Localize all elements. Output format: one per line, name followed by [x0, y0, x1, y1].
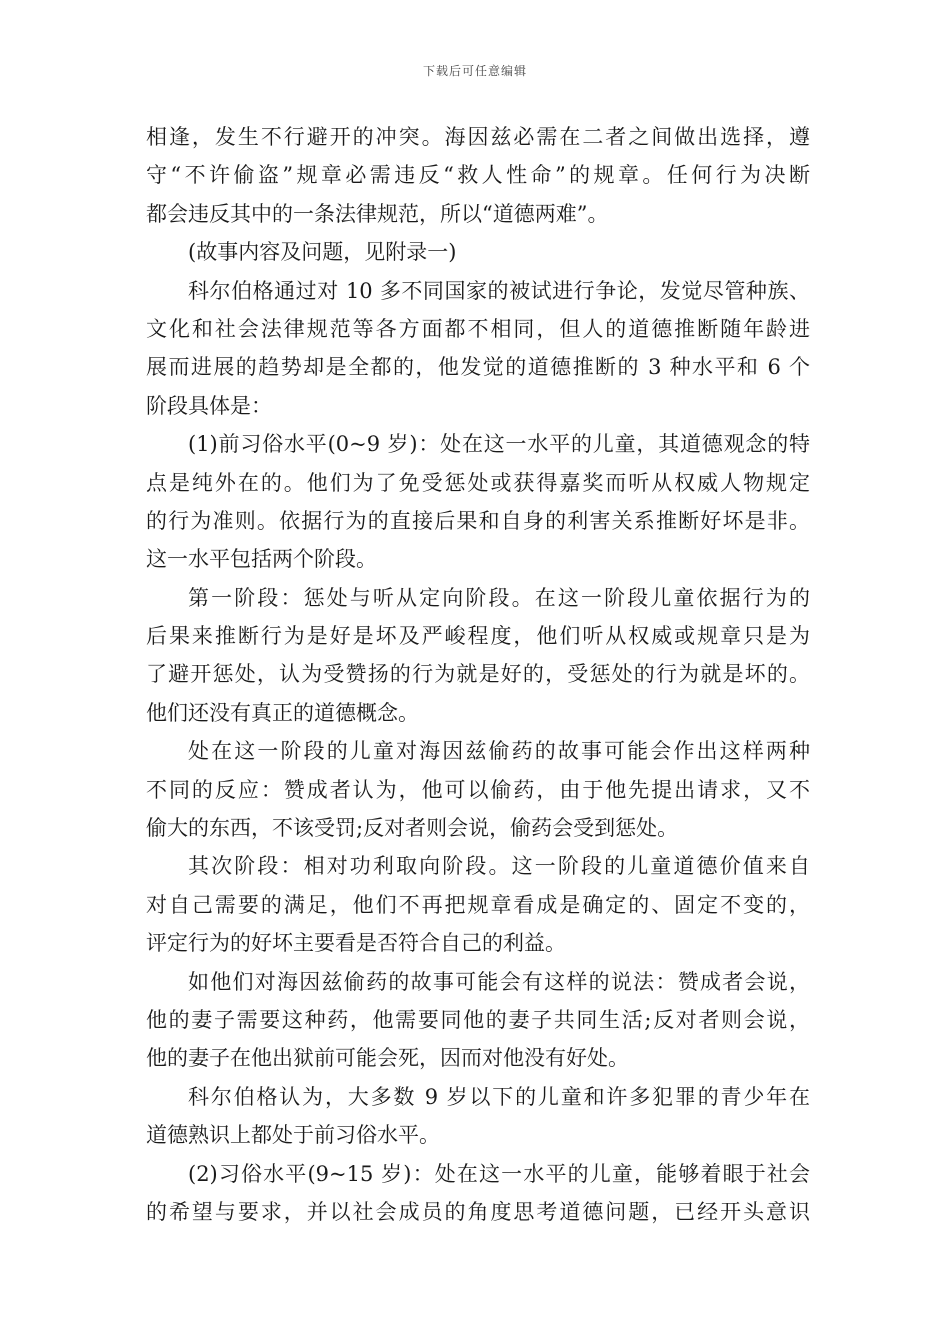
text-line: 展而进展的趋势却是全都的，他发觉的道德推断的 3 种水平和 6 个 — [146, 355, 810, 380]
text-line: 的希望与要求，并以社会成员的角度思考道德问题，已经开头意识 — [146, 1199, 810, 1224]
text-line: 处在这一阶段的儿童对海因兹偷药的故事可能会作出这样两种 — [188, 739, 810, 764]
text-line: 的行为准则。依据行为的直接后果和自身的利害关系推断好坏是非。 — [146, 508, 810, 533]
text-line: (2)习俗水平(9~15 岁)：处在这一水平的儿童，能够着眼于社会 — [188, 1161, 810, 1186]
text-line: 科尔伯格通过对 10 多不同国家的被试进行争论，发觉尽管种族、 — [188, 278, 810, 303]
text-line: 了避开惩处，认为受赞扬的行为就是好的，受惩处的行为就是坏的。 — [146, 662, 810, 687]
text-line: 相逢，发生不行避开的冲突。海因兹必需在二者之间做出选择，遵 — [146, 125, 810, 149]
text-line: 道德熟识上都处于前习俗水平。 — [146, 1123, 440, 1148]
text-line: (故事内容及问题，见附录一) — [188, 240, 457, 265]
text-line: 科尔伯格认为，大多数 9 岁以下的儿童和许多犯罪的青少年在 — [188, 1084, 810, 1109]
text-line: 不同的反应：赞成者认为，他可以偷药，由于他先提出请求，又不 — [146, 777, 810, 802]
text-line: (1)前习俗水平(0~9 岁)：处在这一水平的儿童，其道德观念的特 — [188, 432, 810, 457]
text-line: 其次阶段：相对功利取向阶段。这一阶段的儿童道德价值来自 — [188, 854, 810, 879]
text-line: 如他们对海因兹偷药的故事可能会有这样的说法：赞成者会说， — [188, 969, 810, 994]
text-line: 偷大的东西，不该受罚;反对者则会说，偷药会受到惩处。 — [146, 816, 679, 841]
text-line: 他的妻子需要这种药，他需要同他的妻子共同生活;反对者则会说， — [146, 1007, 810, 1032]
text-line: 后果来推断行为是好是坏及严峻程度，他们听从权威或规章只是为 — [146, 624, 810, 649]
text-line: 文化和社会法律规范等各方面都不相同，但人的道德推断随年龄进 — [146, 316, 810, 341]
text-line: 这一水平包括两个阶段。 — [146, 547, 377, 572]
text-line: 评定行为的好坏主要看是否符合自己的利益。 — [146, 931, 566, 956]
text-line: 第一阶段：惩处与听从定向阶段。在这一阶段儿童依据行为的 — [188, 585, 810, 610]
document-body — [146, 118, 810, 1231]
text-line: 点是纯外在的。他们为了免受惩处或获得嘉奖而听从权威人物规定 — [146, 470, 810, 495]
page-header: 下载后可任意编辑 — [422, 64, 527, 78]
text-line: 对自己需要的满足，他们不再把规章看成是确定的、固定不变的， — [146, 892, 810, 917]
text-line: 他们还没有真正的道德概念。 — [146, 700, 419, 725]
text-line: 都会违反其中的一条法律规范，所以“道德两难”。 — [146, 201, 609, 226]
text-line: 守“不许偷盗”规章必需违反“救人性命”的规章。任何行为决断 — [146, 163, 810, 188]
text-line: 他的妻子在他出狱前可能会死，因而对他没有好处。 — [146, 1046, 629, 1071]
text-line: 阶段具体是： — [146, 393, 272, 418]
